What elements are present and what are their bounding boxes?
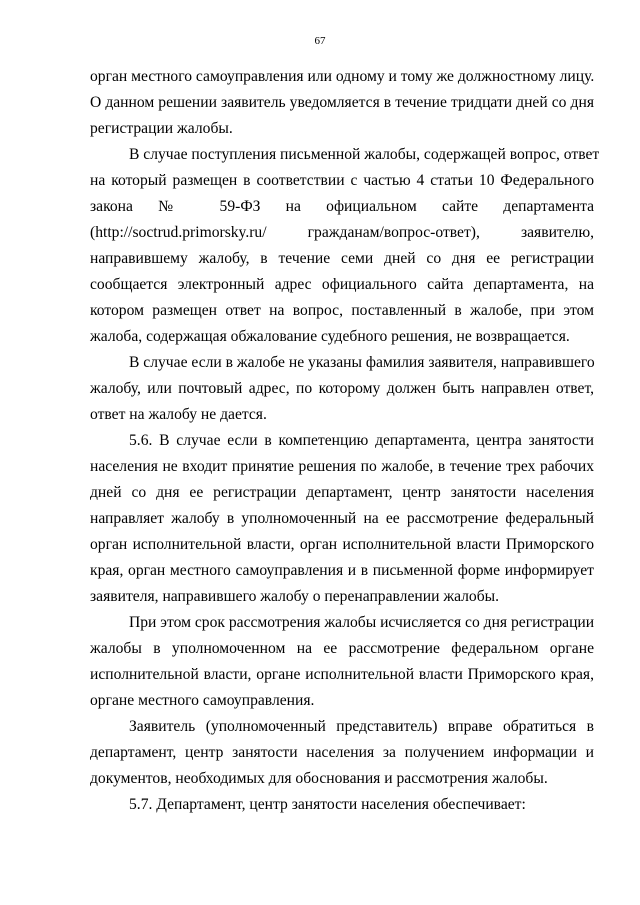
text-line: направившему жалобу, в течение семи дней со дня ее регистрации — [90, 250, 594, 267]
text-line: В случае поступления письменной жалобы, содержащей вопрос, ответ — [129, 146, 600, 163]
text-line: При этом срок рассмотрения жалобы исчисляется со дня регистрации — [129, 614, 595, 631]
text-line: направляет жалобу в уполномоченный на ее рассмотрение федеральный — [90, 510, 594, 527]
paragraph-no-name — [90, 350, 594, 428]
text-line: на который размещен в соответствии с частью 4 статьи 10 Федерального — [90, 172, 594, 189]
text-line: сообщается электронный адрес официального сайта департамента, на — [90, 276, 594, 293]
text-line: О данном решении заявитель уведомляется в течение тридцати дней со дня — [90, 94, 594, 111]
text-line: 5.6. В случае если в компетенцию департамента, центра занятости — [129, 432, 594, 449]
document-body — [90, 64, 600, 818]
text-line: документов, необходимых для обоснования и рассмотрения жалобы. — [90, 770, 548, 787]
text-line: жалоба, содержащая обжалование судебного решения, не возвращается. — [90, 328, 570, 345]
text-line: департамент, центр занятости населения за получением информации и — [90, 744, 594, 761]
text-line: жалобы в уполномоченном на ее рассмотрение федеральном органе — [90, 640, 594, 657]
text-line: котором размещен ответ на вопрос, поставленный в жалобе, при этом — [90, 302, 594, 319]
paragraph-website-answer — [90, 142, 600, 350]
text-line: регистрации жалобы. — [90, 120, 233, 137]
paragraph-applicant-right — [90, 714, 594, 792]
text-line: (http://soctrud.primorsky.ru/ гражданам/вопрос-ответ), заявителю, — [90, 224, 594, 241]
text-line: орган исполнительной власти, орган исполнительной власти Приморского — [90, 536, 594, 553]
paragraph-clause-5-7 — [90, 792, 594, 818]
paragraph-review-term — [90, 610, 594, 714]
text-line: В случае если в жалобе не указаны фамилия заявителя, направившего — [129, 354, 595, 371]
text-line: края, орган местного самоуправления и в письменной форме информирует — [90, 562, 594, 579]
page-number: 67 — [314, 35, 326, 47]
text-line: закона № 59-ФЗ на официальном сайте департамента — [90, 198, 594, 215]
paragraph-clause-5-6 — [90, 428, 594, 610]
text-line: Заявитель (уполномоченный представитель) вправе обратиться в — [129, 718, 594, 735]
text-line: исполнительной власти, органе исполнительной власти Приморского края, — [90, 666, 594, 683]
paragraph-continuation — [90, 64, 594, 142]
text-line: 5.7. Департамент, центр занятости населения обеспечивает: — [129, 796, 526, 813]
text-line: жалобу, или почтовый адрес, по которому должен быть направлен ответ, — [90, 380, 594, 397]
text-line: органе местного самоуправления. — [90, 692, 315, 709]
text-line: заявителя, направившего жалобу о перенаправлении жалобы. — [90, 588, 500, 605]
text-line: ответ на жалобу не дается. — [90, 406, 267, 423]
text-line: населения не входит принятие решения по жалобе, в течение трех рабочих — [90, 458, 594, 475]
text-line: дней со дня ее регистрации департамент, центр занятости населения — [90, 484, 594, 501]
text-line: орган местного самоуправления или одному и тому же должностному лицу. — [90, 68, 595, 85]
